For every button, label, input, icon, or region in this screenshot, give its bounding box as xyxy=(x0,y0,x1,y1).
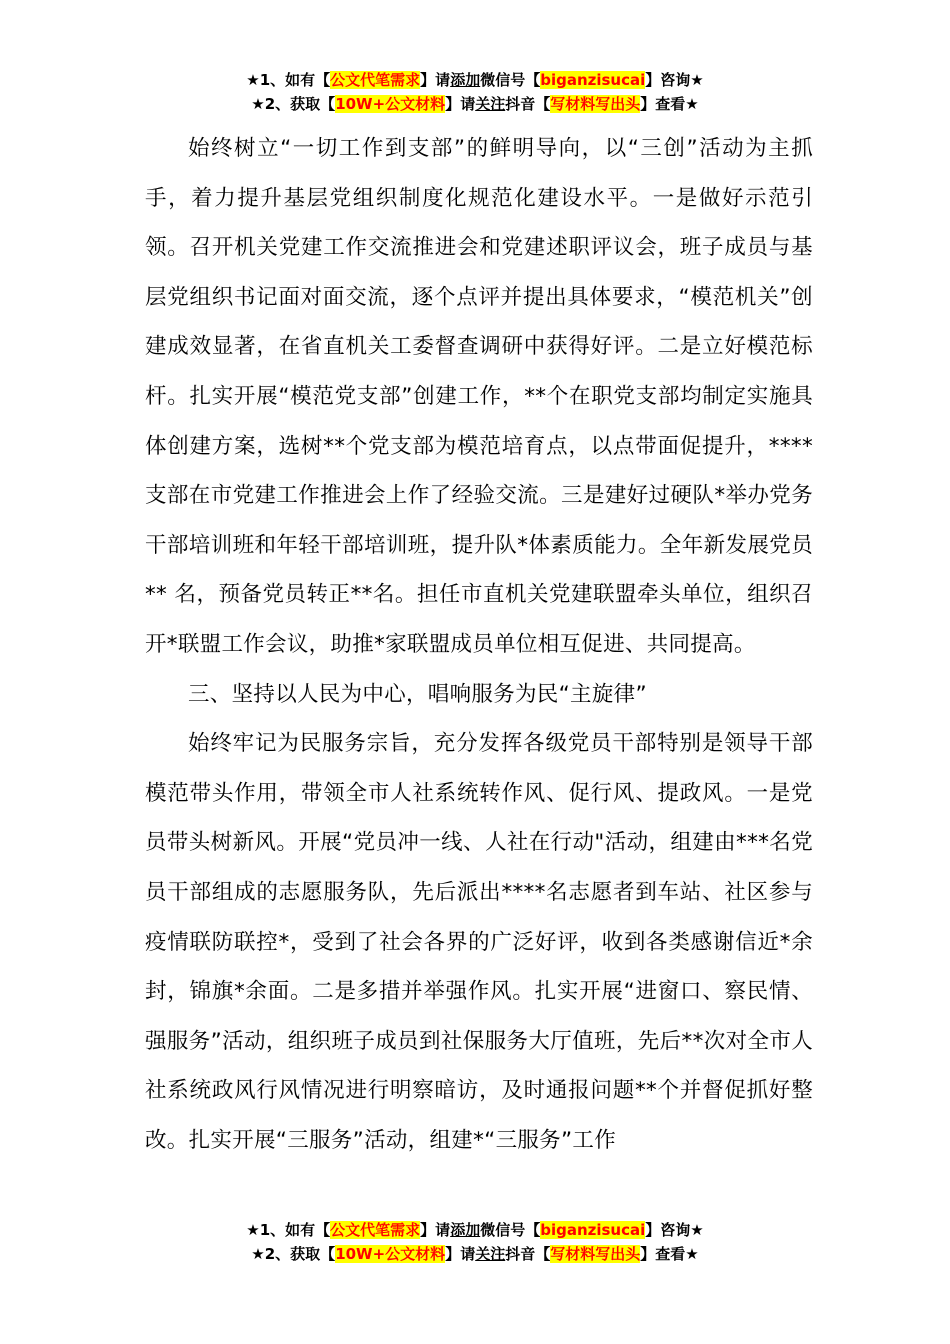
banner-text: 】请 xyxy=(420,1221,451,1239)
banner-text: ★2、获取【 xyxy=(251,1245,336,1263)
banner-highlight: 公文代笔需求 xyxy=(330,71,421,89)
banner-highlight: biganzisucai xyxy=(540,1221,646,1239)
banner-line-1 xyxy=(0,68,950,92)
banner-underlined: 关注 xyxy=(475,95,506,113)
banner-highlight: 10W+公文材料 xyxy=(335,1245,446,1263)
paragraph-1: 始终树立“一切工作到支部”的鲜明导向，以“三创”活动为主抓手，着力提升基层党组织制度化规范化建设水平。一是做好示范引领。召开机关党建工作交流推进会和党建述职评议会，班子成员与基层党组织书记面对面交流，逐个点评并提出具体要求，“模范机关”创建成效显著，在省直机关工委督查调研中获得好评。二是立好模范标杆。扎实开展“模范党支部”创建工作，**个在职党支部均制定实施具体创建方案，选树**个党支部为模范培育点，以点带面促提升，****支部在市党建工作推进会上作了经验交流。三是建好过硬队*举办党务干部培训班和年轻干部培训班，提升队*体素质能力。全年新发展党员** 名，预备党员转正**名。担任市直机关党建联盟牵头单位，组织召开*联盟工作会议，助推*家联盟成员单位相互促进、共同提高。 xyxy=(145,136,813,657)
paragraph-2: 始终牢记为民服务宗旨，充分发挥各级党员干部特别是领导干部模范带头作用，带领全市人社系统转作风、促行风、提政风。一是党员带头树新风。开展“党员冲一线、人社在行动"活动，组建由***名党员干部组成的志愿服务队，先后派出****名志愿者到车站、社区参与疫情联防联控*，受到了社会各界的广泛好评，收到各类感谢信近*余封，锦旗*余面。二是多措并举强作风。扎实开展“进窗口、察民情、强服务”活动，组织班子成员到社保服务大厅值班，先后**次对全市人社系统政风行风情况进行明察暗访，及时通报问题**个并督促抓好整改。扎实开展“三服务”活动，组建*“三服务”工作 xyxy=(145,731,813,1153)
banner-highlight: 写材料写出头 xyxy=(550,95,641,113)
section-heading: 三、坚持以人民为中心，唱响服务为民“主旋律” xyxy=(188,681,647,707)
banner-underlined: 关注 xyxy=(475,1245,506,1263)
banner-text: 】请 xyxy=(420,71,451,89)
banner-text: ★1、如有【 xyxy=(246,71,331,89)
banner-highlight: 公文代笔需求 xyxy=(330,1221,421,1239)
banner-text: ★2、获取【 xyxy=(251,95,336,113)
banner-text: 】查看★ xyxy=(640,1245,699,1263)
banner-text: 抖音【 xyxy=(505,1245,551,1263)
banner-text: 】咨询★ xyxy=(645,1221,704,1239)
banner-text: 】请 xyxy=(445,1245,476,1263)
banner-text: 微信号【 xyxy=(480,1221,541,1239)
banner-line-2 xyxy=(0,1242,950,1266)
banner-text: 】查看★ xyxy=(640,95,699,113)
banner-line-1 xyxy=(0,1218,950,1242)
banner-highlight: 10W+公文材料 xyxy=(335,95,446,113)
banner-text: 】咨询★ xyxy=(645,71,704,89)
banner-text: ★1、如有【 xyxy=(246,1221,331,1239)
banner-underlined: 添加 xyxy=(450,71,481,89)
banner-line-2 xyxy=(0,92,950,116)
banner-underlined: 添加 xyxy=(450,1221,481,1239)
bottom-banner xyxy=(0,1218,950,1266)
banner-text: 微信号【 xyxy=(480,71,541,89)
top-banner xyxy=(0,68,950,116)
document-body xyxy=(145,124,813,1165)
banner-highlight: 写材料写出头 xyxy=(550,1245,641,1263)
banner-text: 抖音【 xyxy=(505,95,551,113)
banner-highlight: biganzisucai xyxy=(540,71,646,89)
banner-text: 】请 xyxy=(445,95,476,113)
